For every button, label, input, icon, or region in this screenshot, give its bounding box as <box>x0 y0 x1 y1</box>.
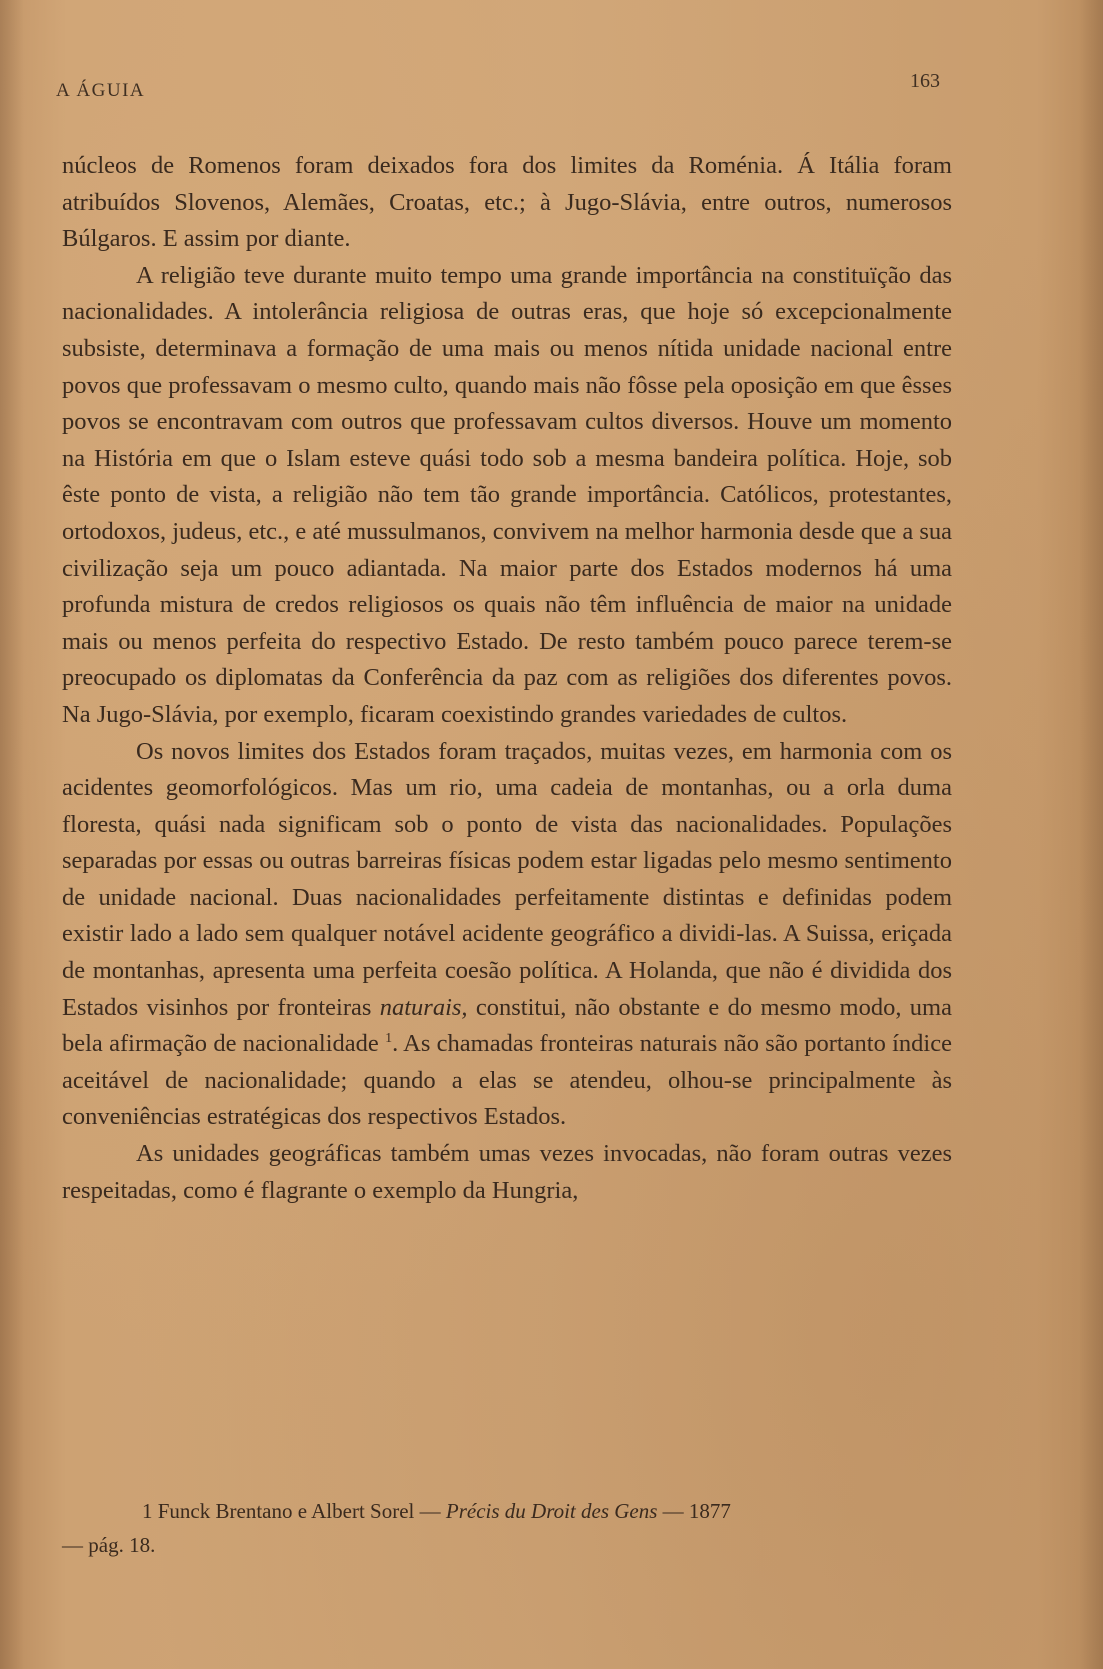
paragraph-3-text-b: constitui, não obstante e do mesmo modo, uma bela afirmação de nacionalidade <box>62 993 952 1058</box>
footnote <box>62 1494 952 1562</box>
paragraph-1: núcleos de Romenos foram deixados fora dos limites da Roménia. Á Itália foram atribuídos Slovenos, Alemães, Croatas, etc.; à Jugo-Slávia, entre outros, numerosos Búlgaros. E assim por diante. <box>62 152 952 253</box>
paragraph-4: As unidades geográficas também umas vezes invocadas, não foram outras vezes respeitadas, como é flagrante o exemplo da Hungria, <box>62 1140 952 1204</box>
footnote-reference[interactable]: 1 <box>385 1031 393 1047</box>
paragraph-2: A religião teve durante muito tempo uma grande importância na constituïção das nacionalidades. A intolerância religiosa de outras eras, que hoje só excepcionalmente subsiste, determinava a formação de uma mais ou menos nítida unidade nacional entre povos que professavam o mesmo culto, quando mais não fôsse pela oposição em que êsses povos se encontravam com outros que professavam cultos diversos. Houve um momento na História em que o Islam esteve quási todo sob a mesma bandeira política. Hoje, sob êste ponto de vista, a religião não tem tão grande importância. Católicos, protestantes, ortodoxos, judeus, etc., e até mussulmanos, convivem na melhor harmonia desde que a sua civilização seja um pouco adiantada. Na maior parte dos Estados modernos há uma profunda mistura de credos religiosos os quais não têm influência de maior na unidade mais ou menos perfeita do respectivo Estado. De resto também pouco parece terem-se preocupado os diplomatas da Conferência da paz com as religiões dos diferentes povos. Na Jugo-Slávia, por exemplo, ficaram coexistindo grandes variedades de cultos. <box>62 261 952 728</box>
paragraph-3-text-c: . As chamadas fronteiras naturais não são portanto índice aceitável de nacionalidade; quando a elas se atendeu, olhou-se principalmente às conveniências estratégicas dos respectivos Estados. <box>62 1030 952 1131</box>
paragraph-3-text-a: Os novos limites dos Estados foram traçados, muitas vezes, em harmonia com os acidentes geomorfológicos. Mas um rio, uma cadeia de montanhas, ou a orla duma floresta, quási nada significam sob o ponto de vista das nacionalidades. Populações separadas por essas ou outras barreiras físicas podem estar ligadas pelo mesmo sentimento de unidade nacional. Duas nacionalidades perfeitamente distintas e definidas podem existir lado a lado sem qualquer notável acidente geográfico a dividi-las. A Suissa, eriçada de montanhas, apresenta uma perfeita coesão política. A Holanda, que não é dividida dos Estados visinhos por fronteiras <box>62 737 952 1021</box>
body-text <box>62 148 952 1209</box>
footnote-number: 1 <box>142 1499 153 1523</box>
page-edge-shadow-right <box>1079 0 1103 1669</box>
running-title: A ÁGUIA <box>56 80 146 101</box>
paragraph-3-italic: naturais, <box>379 993 468 1021</box>
footnote-authors: Funck Brentano e Albert Sorel — <box>152 1499 446 1523</box>
footnote-line-1 <box>62 1494 952 1528</box>
footnote-year: — 1877 <box>657 1499 731 1523</box>
page-edge-shadow-left <box>0 0 24 1669</box>
paragraph-3 <box>62 734 952 1137</box>
footnote-book-title: Précis du Droit des Gens <box>445 1499 658 1523</box>
page-number: 163 <box>910 70 940 92</box>
footnote-page-reference: — pág. 18. <box>62 1533 156 1557</box>
